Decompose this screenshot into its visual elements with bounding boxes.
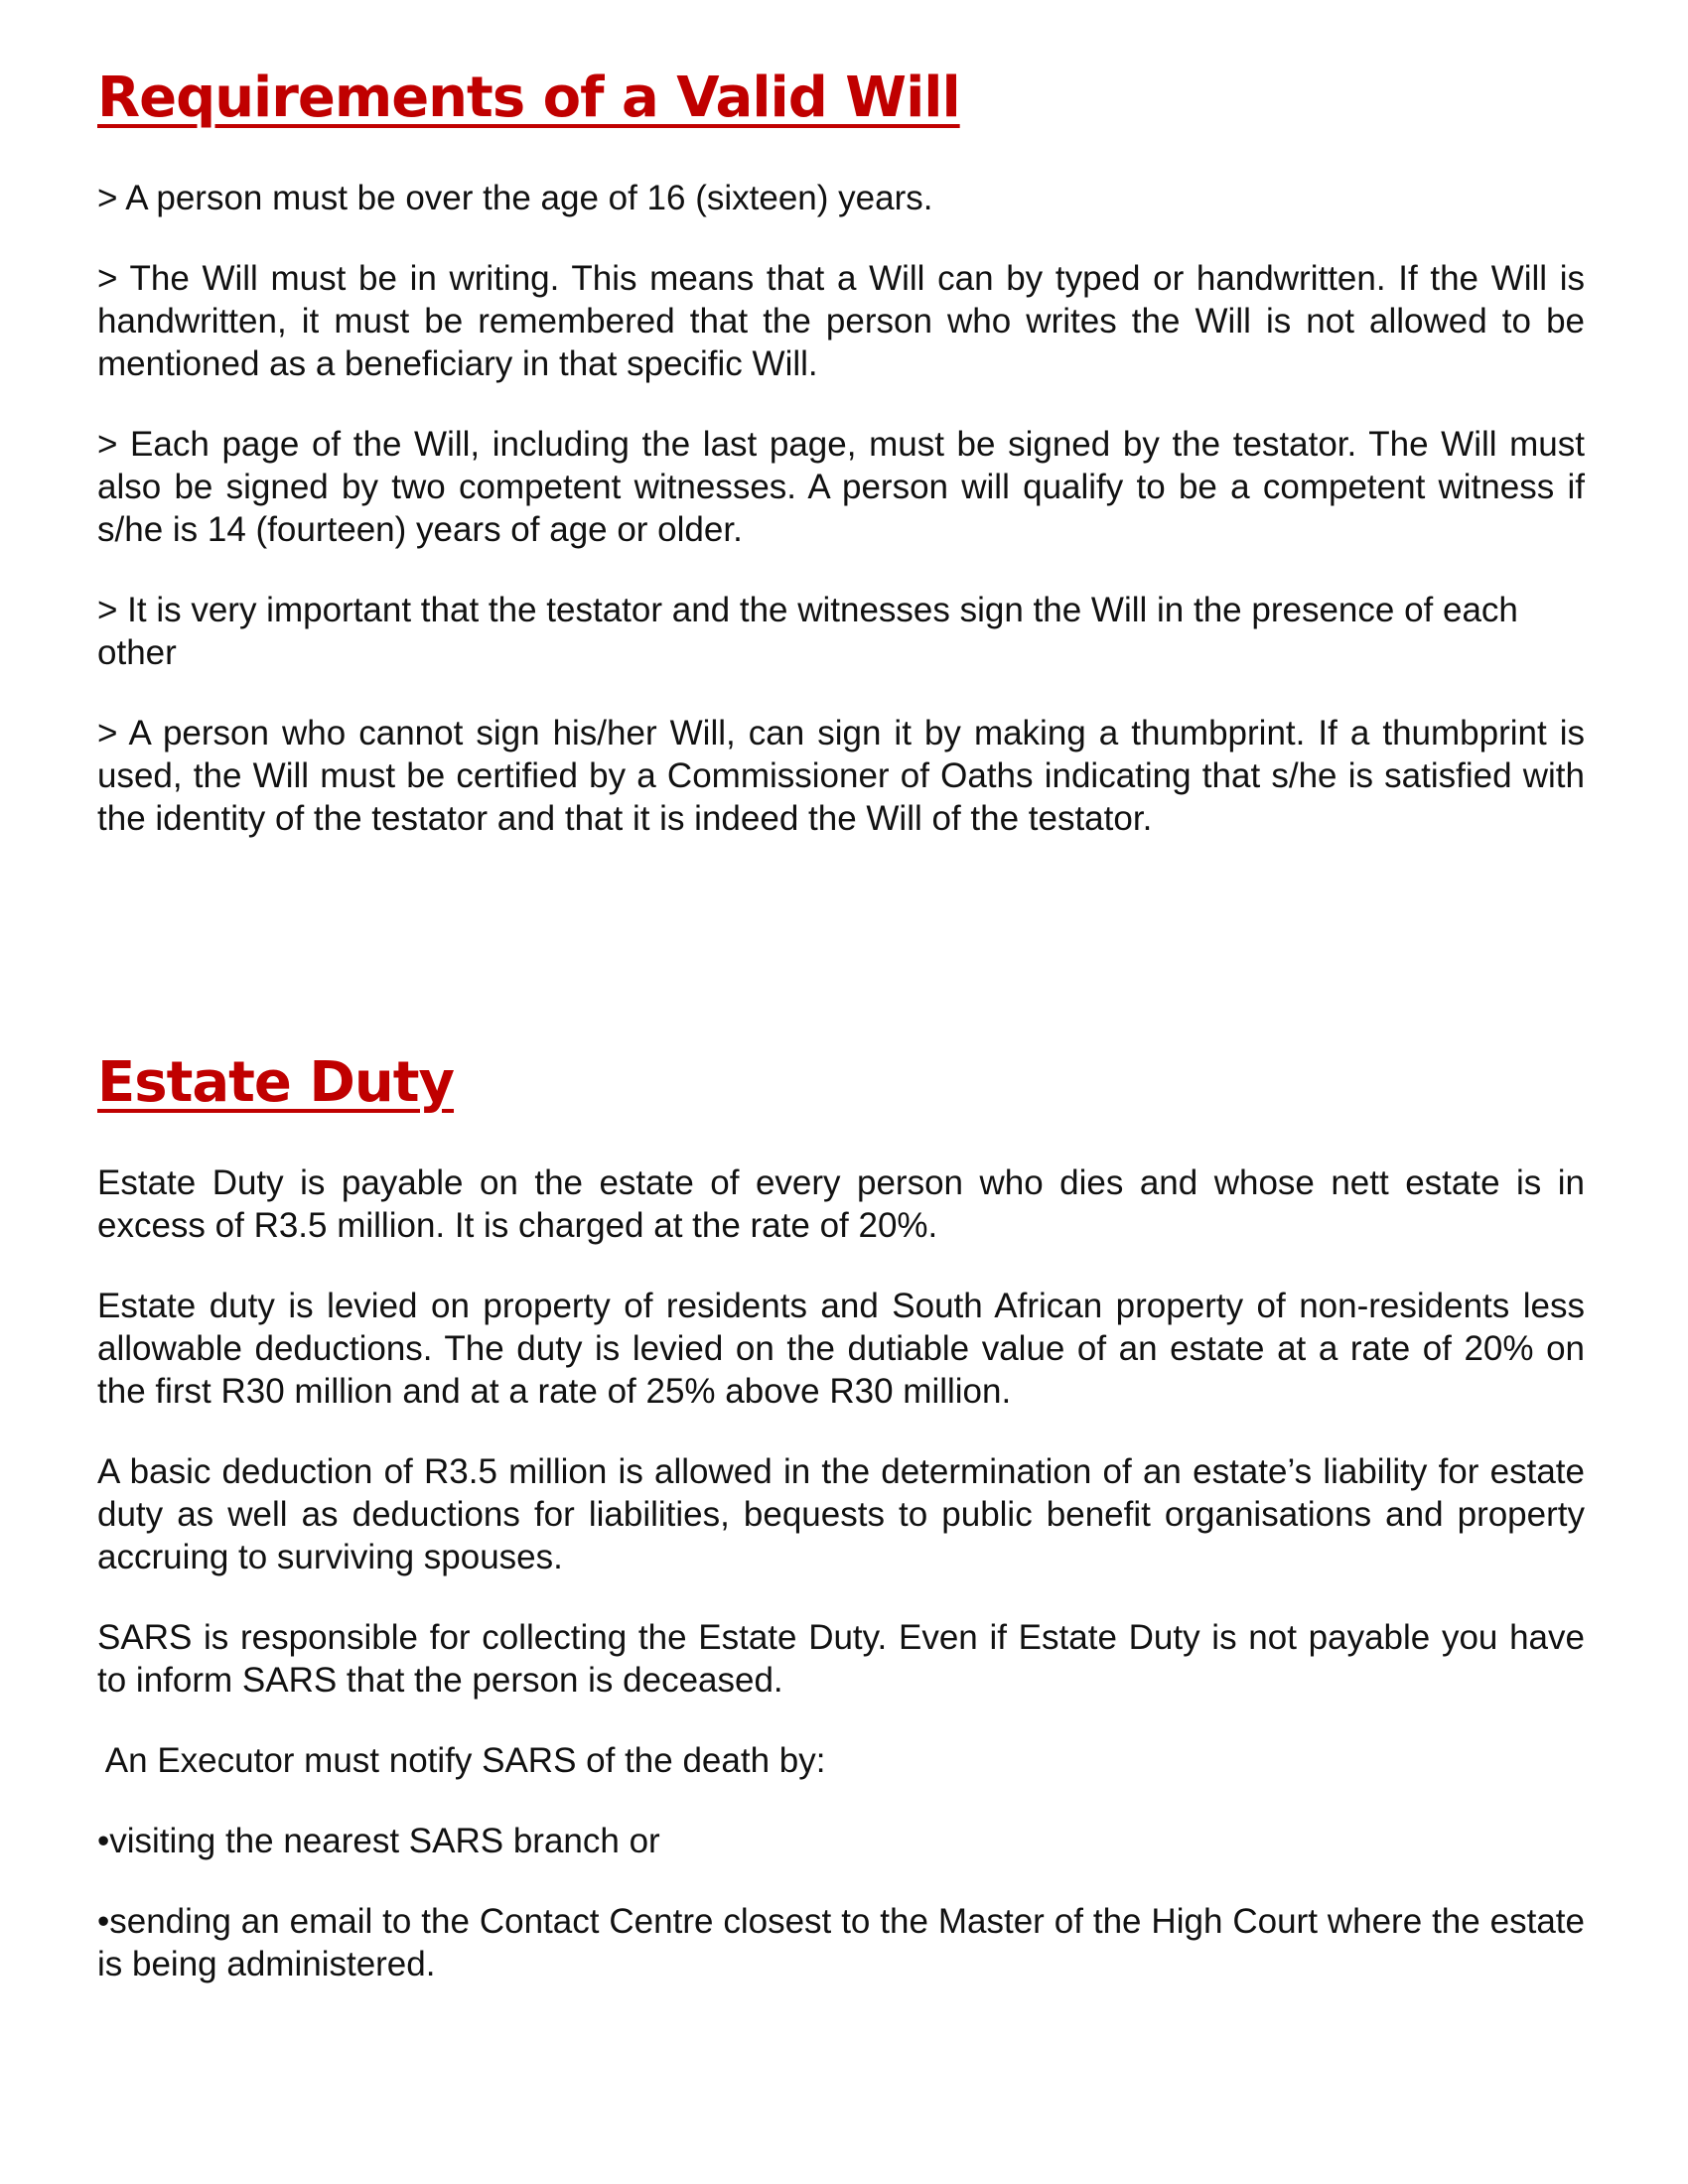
estate-duty-body bbox=[97, 1161, 1585, 2023]
will-requirement-writing: > The Will must be in writing. This means that a Will can by typed or handwritten. If the Will is handwritten, it must be remembered that the person who writes the Will is not allowed to be mentioned as a beneficiary in that specific Will. bbox=[97, 259, 1585, 383]
estate-duty-sars: SARS is responsible for collecting the Estate Duty. Even if Estate Duty is not payable you have to inform SARS that the person is deceased. bbox=[97, 1618, 1585, 1700]
estate-duty-deduction: A basic deduction of R3.5 million is allowed in the determination of an estate’s liability for estate duty as well as deductions for liabilities, bequests to public benefit organisations and property accruing to surviving spouses. bbox=[97, 1452, 1585, 1576]
estate-duty-title: Estate Duty bbox=[97, 1050, 455, 1115]
will-requirements-list bbox=[97, 177, 1585, 878]
will-requirement-signing: > Each page of the Will, including the last page, must be signed by the testator. The Will must also be signed by two competent witnesses. A person will qualify to be a competent witness if s/he is 14 (fourteen) years of age or older. bbox=[97, 425, 1585, 549]
estate-duty-levied: Estate duty is levied on property of residents and South African property of non-residents less allowable deductions. The duty is levied on the dutiable value of an estate at a rate of 20% on the first R30 million and at a rate of 25% above R30 million. bbox=[97, 1287, 1585, 1411]
executor-notify-email: •sending an email to the Contact Centre closest to the Master of the High Court where the estate is being administered. bbox=[97, 1902, 1585, 1983]
will-requirement-presence: > It is very important that the testator and the witnesses sign the Will in the presence of each other bbox=[97, 591, 1518, 672]
will-section-title: Requirements of a Valid Will bbox=[97, 66, 960, 130]
will-requirement-thumbprint: > A person who cannot sign his/her Will, can sign it by making a thumbprint. If a thumbprint is used, the Will must be certified by a Commissioner of Oaths indicating that s/he is satisfied with the identity of the testator and that it is indeed the Will of the testator. bbox=[97, 714, 1585, 838]
executor-notify-branch: •visiting the nearest SARS branch or bbox=[97, 1822, 660, 1860]
estate-duty-payable: Estate Duty is payable on the estate of every person who dies and whose nett estate is in excess of R3.5 million. It is charged at the rate of 20%. bbox=[97, 1163, 1585, 1245]
executor-notify-intro: An Executor must notify SARS of the death by: bbox=[97, 1741, 826, 1780]
will-requirement-age: > A person must be over the age of 16 (sixteen) years. bbox=[97, 179, 933, 217]
